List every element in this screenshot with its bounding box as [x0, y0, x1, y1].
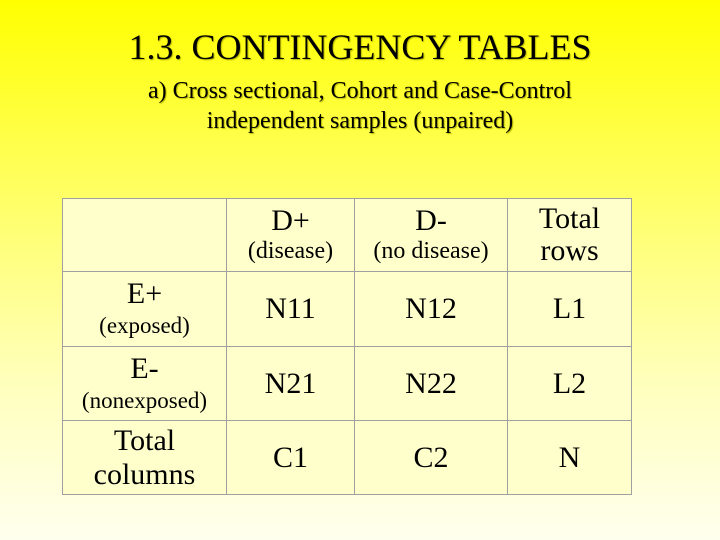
slide-subtitle	[0, 76, 720, 136]
row-label-main: E+	[126, 277, 163, 310]
row-label-exposed	[63, 272, 227, 347]
cell-c1: C1	[227, 421, 355, 495]
cell-l2: L2	[508, 347, 632, 421]
table-header-row	[63, 199, 632, 272]
header-cell-no-disease	[355, 199, 508, 272]
cell-n11: N11	[227, 272, 355, 347]
row-label-sub: columns	[93, 457, 196, 491]
row-label-total-columns	[63, 421, 227, 495]
row-label-sub: (nonexposed)	[81, 387, 208, 413]
cell-c2: C2	[355, 421, 508, 495]
table-row-total-columns	[63, 421, 632, 495]
contingency-table	[62, 198, 632, 495]
subtitle-line-2: independent samples (unpaired)	[206, 108, 514, 134]
header-sub: rows	[540, 234, 599, 267]
cell-l1: L1	[508, 272, 632, 347]
cell-n12: N12	[355, 272, 508, 347]
slide-title: 1.3. CONTINGENCY TABLES	[128, 27, 592, 67]
cell-n22: N22	[355, 347, 508, 421]
subtitle-line-1: a) Cross sectional, Cohort and Case-Control	[148, 78, 572, 104]
cell-n: N	[508, 421, 632, 495]
header-main: Total	[538, 202, 601, 235]
table-corner-cell	[63, 199, 227, 272]
row-label-main: Total	[113, 423, 176, 457]
row-label-main: E-	[130, 351, 159, 385]
header-main: D+	[271, 204, 310, 237]
header-cell-disease	[227, 199, 355, 272]
header-sub: (disease)	[247, 238, 334, 264]
header-cell-total-rows	[508, 199, 632, 272]
row-label-sub: (exposed)	[99, 313, 190, 338]
table-row-nonexposed	[63, 347, 632, 421]
row-label-nonexposed	[63, 347, 227, 421]
table-row-exposed	[63, 272, 632, 347]
header-main: D-	[415, 204, 447, 237]
cell-n21: N21	[227, 347, 355, 421]
header-sub: (no disease)	[373, 238, 489, 264]
